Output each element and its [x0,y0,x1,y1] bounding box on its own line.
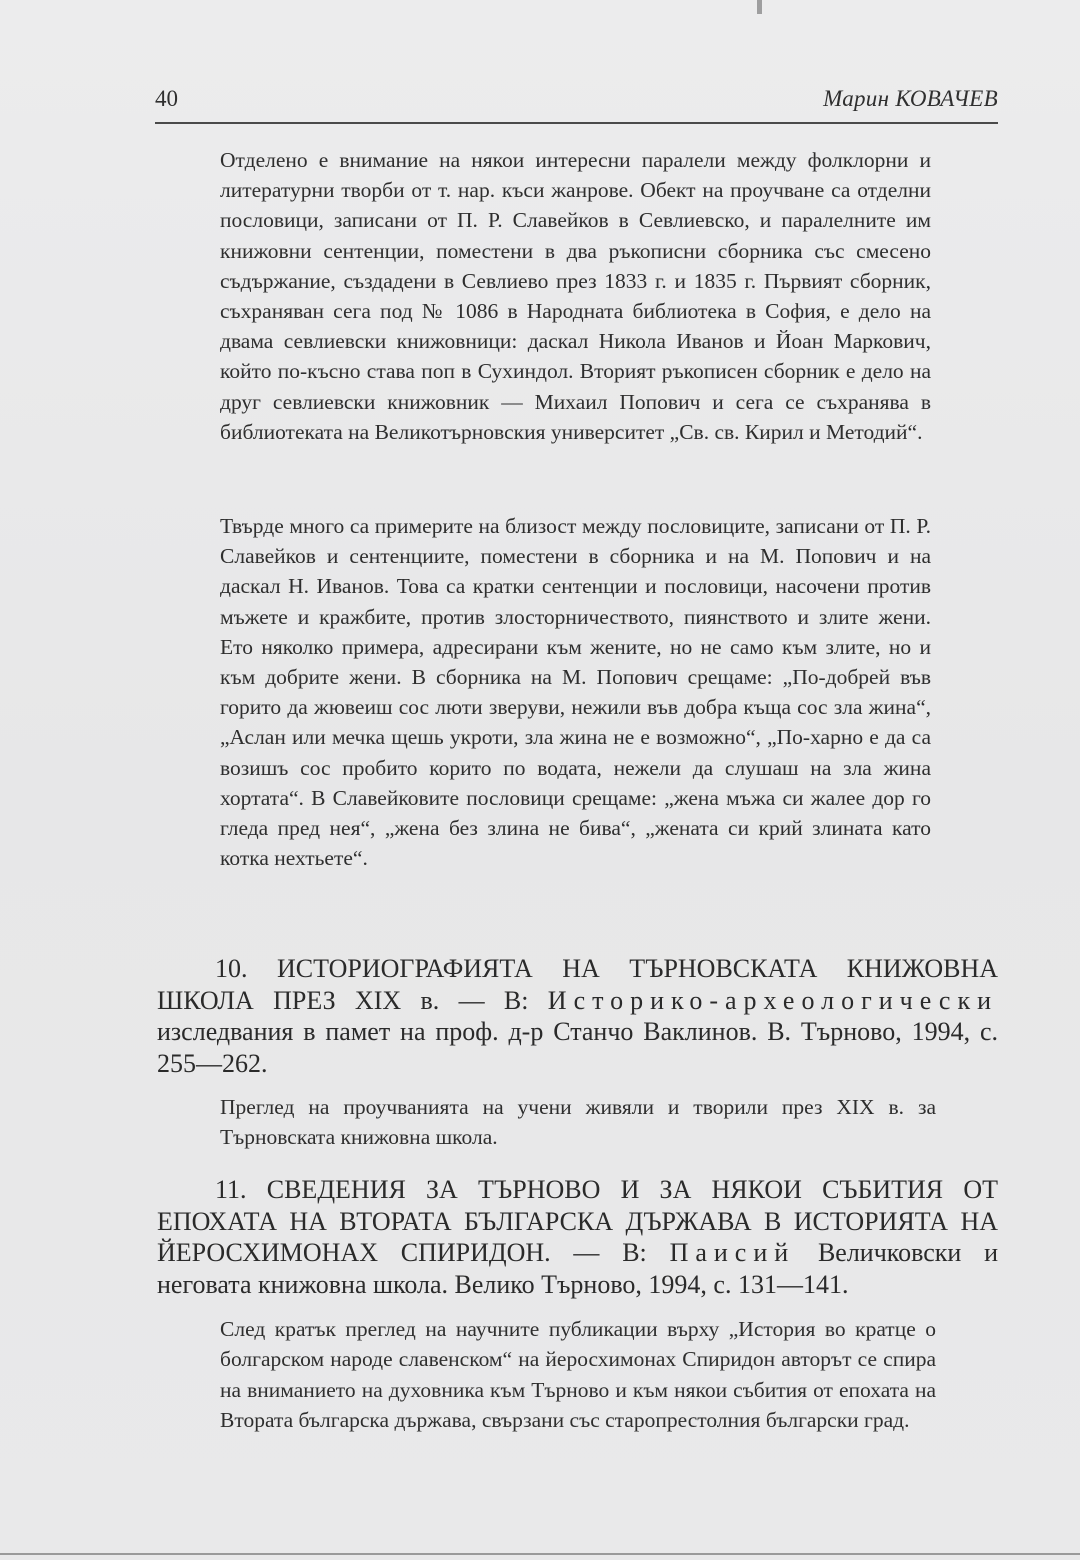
body-paragraph: Твърде много са примерите на близост между пословиците, записани от П. Р. Славейков и сентенциите, поместени в сборника и на М. Попович и на даскал Н. Иванов. Това са кратки сентенции и пословици, насочени против мъжете и кражбите, против злосторничеството, пиянството и злите жени. Ето няколко примера, адресирани към жените, но не само към злите, но и към добрите жени. В сборника на М. Попович срещаме: „По-добрей във горито да жювеиш сос люти зверуви, нежили във добра къща сос зла жина“, „Аслан или мечка щешь укроти, зла жина не е возможно“, „По-харно е да са возишъ сос пробито корито по водата, нежели да слушаш на зла жина хортата“. В Славейковите пословици срещаме: „жена мъжа си жалее дор го гледа пред нея“, „жена без злина не бива“, „жената си крий злината като котка нехтьете“. [220,514,931,871]
page-bottom-edge [0,1553,1080,1555]
entry-source-spaced: Историко-археологически [547,985,999,1015]
entry-source: изследвания в памет на проф. д-р Станчо Ваклинов. В. Търново, 1994, с. 255—262. [157,1017,998,1078]
bibliography-entry [157,953,998,1079]
page-number: 40 [155,86,178,111]
running-head-author: Марин КОВАЧЕВ [823,86,998,111]
entry-abstract: След кратък преглед на научните публикации върху „История во кратце о болгарском народе славенском“ на йеросхимонах Спиридон авторът се спира на вниманието на духовника към Търново и към някои събития от епохата на Втората българска държава, свързани със старопрестолния български град. [220,1317,936,1433]
entry-title: ИСТОРИОГРАФИЯТА НА ТЪРНОВСКАТА КНИЖОВНА ШКОЛА ПРЕЗ XIX в. — В: [157,954,999,1015]
entry-abstract: Преглед на проучванията на учени живяли и творили през XIX в. за Търновската книжовна школа. [220,1095,936,1150]
entry-number: 11. [215,1175,247,1204]
entry-source-spaced: Паисий [669,1238,796,1267]
entry-number: 10. [215,954,248,983]
body-paragraph: Отделено е внимание на някои интересни паралели между фолклорни и литературни творби от т. нар. къси жанрове. Обект на проучване са отделни пословици, записани от П. Р. Славейков в Севлиевско, и паралелните им книжовни сентенции, поместени в два ръкописни сборника със смесено съдържание, създадени в Севлиево през 1833 г. и 1835 г. Първият сборник, съхраняван сега под № 1086 в Народната библиотека в София, е дело на двама севлиевски книжовници: даскал Никола Иванов и Йоан Маркович, който по-късно става поп в Сухиндол. Вторият ръкописен сборник е дело на друг севлиевски книжовник — Михаил Попович и сега се съхранява в библиотеката на Великотърновския университет „Св. св. Кирил и Методий“. [220,148,931,444]
entry-title: СВЕДЕНИЯ ЗА ТЪРНОВО И ЗА НЯКОИ СЪБИТИЯ ОТ ЕПОХАТА НА ВТОРАТА БЪЛГАРСКА ДЪРЖАВА В ИСТОРИЯТА НА ЙЕРОСХИМОНАХ СПИРИДОН. — В: [157,1175,999,1267]
bibliography-entry [157,1174,998,1300]
entry-source: Величковски и неговата книжовна школа. Велико Търново, 1994, с. 131—141. [157,1238,999,1299]
page-header [155,82,998,124]
scan-mark [757,0,762,14]
